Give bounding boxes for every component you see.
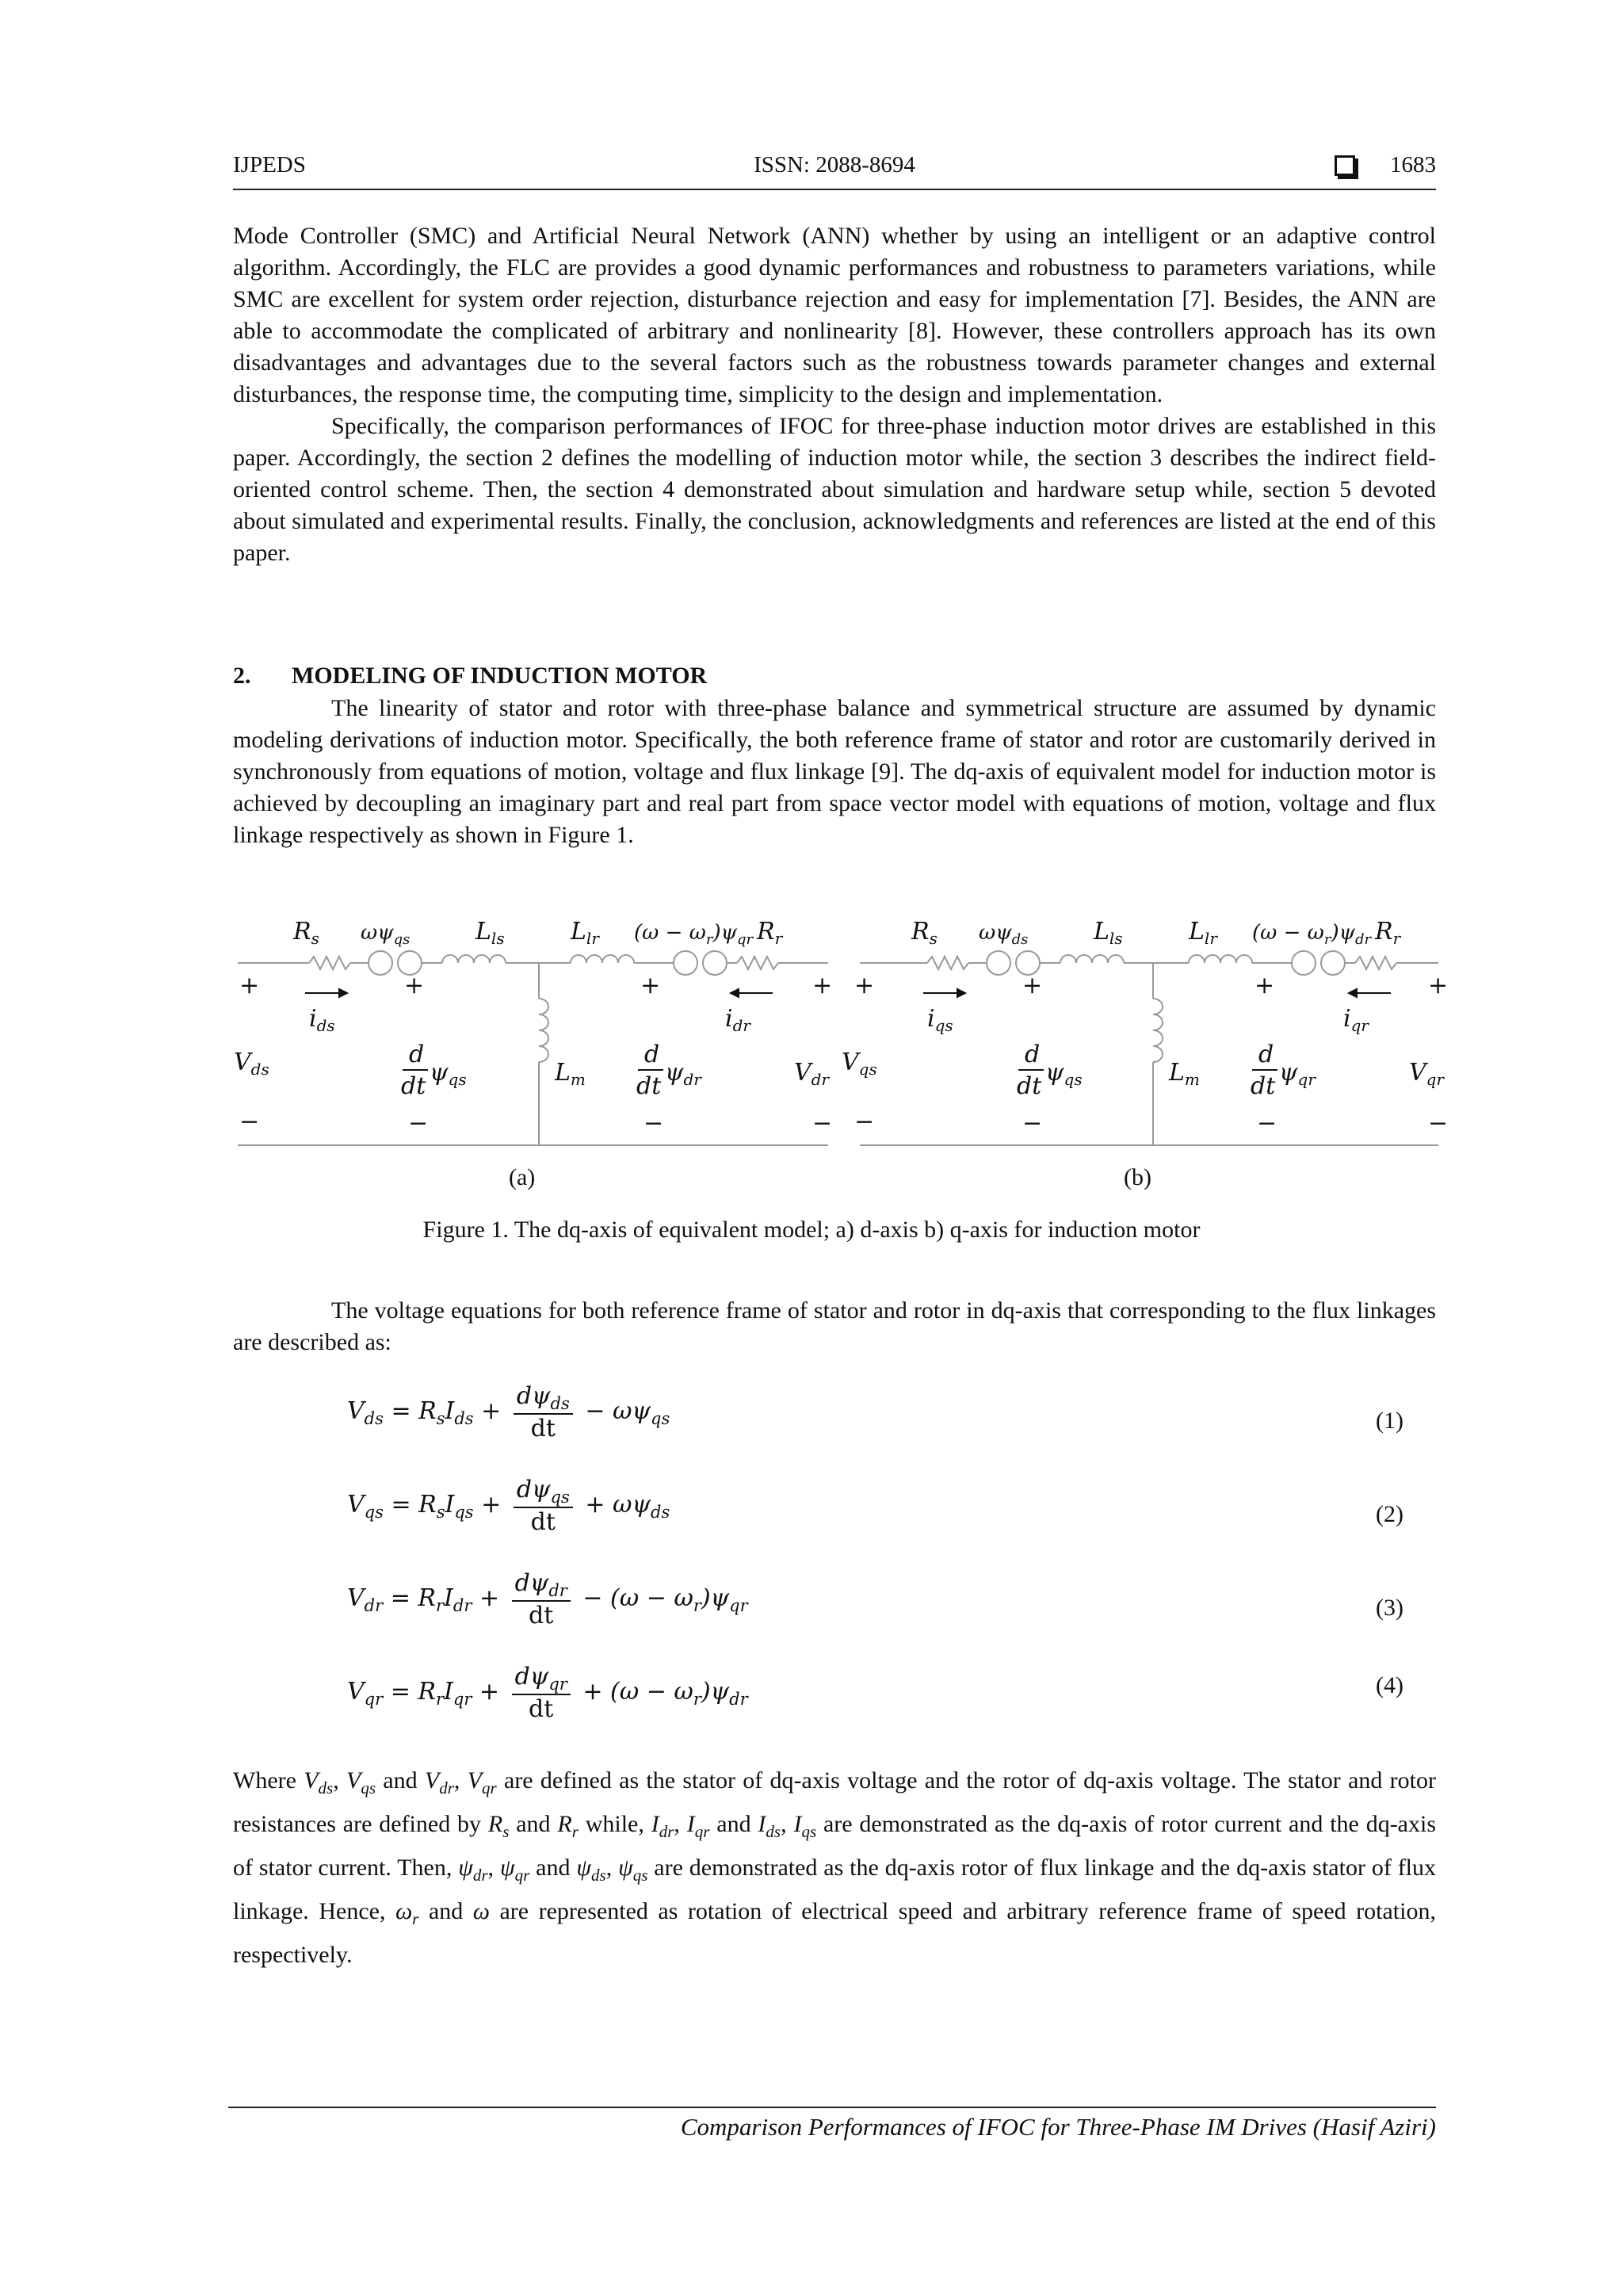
svg-text:d: d bbox=[409, 1041, 425, 1068]
svg-text:dt: dt bbox=[401, 1072, 426, 1100]
section-number: 2. bbox=[233, 663, 251, 689]
resistor-a-rs bbox=[309, 957, 350, 969]
equation-number-3: (3) bbox=[1376, 1595, 1403, 1621]
inductor-a-lls bbox=[442, 955, 506, 963]
label-a-emf2: $\psi_{dr}$ bbox=[665, 1059, 701, 1089]
svg-text:−: − bbox=[643, 1110, 664, 1137]
where-paragraph bbox=[233, 1763, 1436, 1973]
label-b-rr: $R_r$ bbox=[1375, 918, 1401, 948]
resistor-b-rr bbox=[1355, 957, 1396, 969]
svg-text:d: d bbox=[644, 1041, 660, 1068]
figure-1-circuits bbox=[230, 900, 1450, 1209]
svg-text:dt: dt bbox=[636, 1072, 662, 1100]
equation-number-4: (4) bbox=[1376, 1672, 1403, 1698]
svg-text:+: + bbox=[404, 972, 425, 999]
label-b-llr: $L_{lr}$ bbox=[1189, 918, 1217, 948]
svg-text:+: + bbox=[1428, 972, 1449, 999]
intro-paragraph-1: Mode Controller (SMC) and Artificial Neural Network (ANN) whether by using an intelligent or an adaptive control algorithm. Accordingly, the FLC are provides a good dynamic performances and robustness to parameters variations, while SMC are excellent for system order rejection, disturbance rejection and easy for implementation [7]. Besides, the ANN are able to accommodate the complicated of arbitrary and nonlinearity [8]. However, these controllers approach has its own disadvantages and advantages due to the several factors such as the robustness towards parameter changes and external disturbances, the response time, the computing time, simplicity to the design and implementation. bbox=[233, 223, 1436, 407]
svg-text:−: − bbox=[854, 1108, 875, 1136]
intro-paragraph-2: Specifically, the comparison performances of IFOC for three-phase induction motor drives are established in this paper. Accordingly, the section 2 defines the modelling of induction motor while, the section 3 describes the indirect field-oriented control scheme. Then, the section 4 demonstrated about simulation and hardware setup while, section 5 devoted about simulated and experimental results. Finally, the conclusion, acknowledgments and references are listed at the end of this paper. bbox=[233, 413, 1436, 566]
label-a-src1: $\omega\psi_{qs}$ bbox=[361, 921, 411, 948]
source-b-2 bbox=[1292, 951, 1316, 975]
inductor-b-llr bbox=[1189, 955, 1252, 963]
label-b-lm: $L_m$ bbox=[1169, 1059, 1200, 1089]
label-a-lm: $L_m$ bbox=[555, 1059, 586, 1089]
equation-3: $V_{dr} = R_rI_{dr}$ + $\frac{d\psi_{dr}}{dt}$ − $(\omega - \omega_r)\psi_{qr}$ bbox=[347, 1569, 748, 1629]
inductor-a-llr bbox=[571, 955, 634, 963]
source-a-1 bbox=[369, 951, 392, 975]
label-b-emf1: $\psi_{qs}$ bbox=[1045, 1059, 1083, 1089]
svg-text:−: − bbox=[408, 1110, 429, 1137]
equation-number-1: (1) bbox=[1376, 1408, 1403, 1434]
running-footer: Comparison Performances of IFOC for Three-Phase IM Drives (Hasif Aziri) bbox=[680, 2113, 1436, 2141]
plus-a-left: + bbox=[239, 972, 260, 999]
label-b-lls: $L_{ls}$ bbox=[1094, 918, 1123, 948]
svg-text:−: − bbox=[1022, 1110, 1043, 1137]
figure-label-a: (a) bbox=[509, 1164, 536, 1190]
label-a-llr: $L_{lr}$ bbox=[571, 918, 599, 948]
equation-number-2: (2) bbox=[1376, 1501, 1403, 1527]
svg-text:−: − bbox=[812, 1110, 833, 1137]
svg-text:+: + bbox=[640, 972, 661, 999]
svg-text:+: + bbox=[1254, 972, 1275, 999]
svg-text:+: + bbox=[1022, 972, 1043, 999]
label-a-vs: $V_{ds}$ bbox=[234, 1049, 269, 1079]
label-a-ir: $i_{dr}$ bbox=[725, 1005, 750, 1035]
label-b-src1: $\omega\psi_{ds}$ bbox=[979, 921, 1029, 948]
svg-text:d: d bbox=[1258, 1041, 1274, 1068]
label-a-src2: $(\omega - \omega_r)\psi_{qr}$ bbox=[634, 921, 754, 948]
label-b-emf2: $\psi_{qr}$ bbox=[1279, 1059, 1316, 1089]
running-header bbox=[233, 152, 1436, 190]
svg-text:dt: dt bbox=[1251, 1072, 1276, 1100]
label-b-src2: $(\omega - \omega_r)\psi_{dr}$ bbox=[1252, 921, 1372, 948]
svg-text:−: − bbox=[1428, 1110, 1449, 1137]
svg-text:−: − bbox=[1257, 1110, 1277, 1137]
voltage-intro bbox=[233, 1295, 1436, 1358]
svg-text:+: + bbox=[812, 972, 833, 999]
resistor-b-rs bbox=[927, 957, 968, 969]
journal-name: IJPEDS bbox=[233, 152, 306, 178]
where-text: Where $V_{ds}$, $V_{qs}$ and $V_{dr}$, $V_{qr}$ are defined as the stator of dq-axis voltage and the rotor of dq-axis voltage. The stator and rotor resistances are defined by $R_s$ and $R_r$ while, $I_{dr}$, $I_{qr}$ and $I_{ds}$, $I_{qs}$ are demonstrated as the dq-axis of rotor current and the dq-axis of stator current. Then, $\psi_{dr}$, $\psi_{qr}$ and $\psi_{ds}$, $\psi_{qs}$ are demonstrated as the dq-axis rotor of flux linkage and the dq-axis stator of flux linkage. Hence, $\omega_r$ and ω are represented as rotation of electrical speed and arbitrary reference frame of speed rotation, respectively. bbox=[233, 1767, 1437, 1968]
page-number-group bbox=[1335, 152, 1436, 178]
svg-text:−: − bbox=[239, 1108, 260, 1136]
inductor-a-lm bbox=[539, 999, 548, 1062]
label-a-rr: $R_r$ bbox=[757, 918, 783, 948]
section-heading bbox=[233, 663, 707, 690]
source-b-1 bbox=[987, 951, 1010, 975]
label-a-is: $i_{ds}$ bbox=[309, 1005, 335, 1035]
figure-caption: Figure 1. The dq-axis of equivalent model; a) d-axis b) q-axis for induction motor bbox=[422, 1217, 1201, 1243]
svg-text:d: d bbox=[1025, 1041, 1041, 1068]
equation-1: $V_{ds} = R_sI_{ds}$ + $\frac{d\psi_{ds}}{dt}$ − $\omega\psi_{qs}$ bbox=[347, 1382, 670, 1442]
resistor-a-rr bbox=[737, 957, 778, 969]
source-a-2 bbox=[674, 951, 697, 975]
footer-rule bbox=[228, 2107, 1436, 2108]
section2-text bbox=[233, 693, 1436, 851]
label-a-lls: $L_{ls}$ bbox=[475, 918, 505, 948]
inductor-b-lm bbox=[1153, 999, 1163, 1062]
svg-text:+: + bbox=[854, 972, 875, 999]
inductor-b-lls bbox=[1060, 955, 1124, 963]
square-icon bbox=[1335, 155, 1355, 176]
label-b-vs: $V_{qs}$ bbox=[842, 1049, 877, 1079]
svg-text:dt: dt bbox=[1017, 1072, 1042, 1100]
voltage-intro-paragraph: The voltage equations for both reference frame of stator and rotor in dq-axis that corresponding to the flux linkages are described as: bbox=[233, 1297, 1436, 1355]
equation-4: $V_{qr} = R_rI_{qr}$ + $\frac{d\psi_{qr}}{dt}$ + $(\omega - \omega_r)\psi_{dr}$ bbox=[347, 1663, 748, 1723]
label-b-is: $i_{qs}$ bbox=[927, 1005, 953, 1035]
figure-label-b: (b) bbox=[1124, 1164, 1151, 1190]
equation-2: $V_{qs} = R_sI_{qs}$ + $\frac{d\psi_{qs}}{dt}$ + $\omega\psi_{ds}$ bbox=[347, 1476, 670, 1536]
intro-text bbox=[233, 220, 1436, 569]
section2-paragraph: The linearity of stator and rotor with three-phase balance and symmetrical structure are assumed by dynamic modeling derivations of induction motor. Specifically, the both reference frame of stator and rotor are customarily derived in synchronously from equations of motion, voltage and flux linkage [9]. The dq-axis of equivalent model for induction motor is achieved by decoupling an imaginary part and real part from space vector model with equations of motion, voltage and flux linkage respectively as shown in Figure 1. bbox=[233, 695, 1436, 848]
page-number: 1683 bbox=[1390, 152, 1436, 178]
label-a-emf1: $\psi_{qs}$ bbox=[430, 1059, 467, 1089]
section-title: MODELING OF INDUCTION MOTOR bbox=[292, 663, 708, 689]
label-a-vr: $V_{dr}$ bbox=[794, 1059, 830, 1089]
issn: ISSN: 2088-8694 bbox=[754, 152, 915, 178]
label-a-rs: $R_s$ bbox=[293, 918, 319, 948]
label-b-rs: $R_s$ bbox=[911, 918, 938, 948]
label-b-ir: $i_{qr}$ bbox=[1343, 1005, 1369, 1035]
label-b-vr: $V_{qr}$ bbox=[1409, 1059, 1445, 1089]
